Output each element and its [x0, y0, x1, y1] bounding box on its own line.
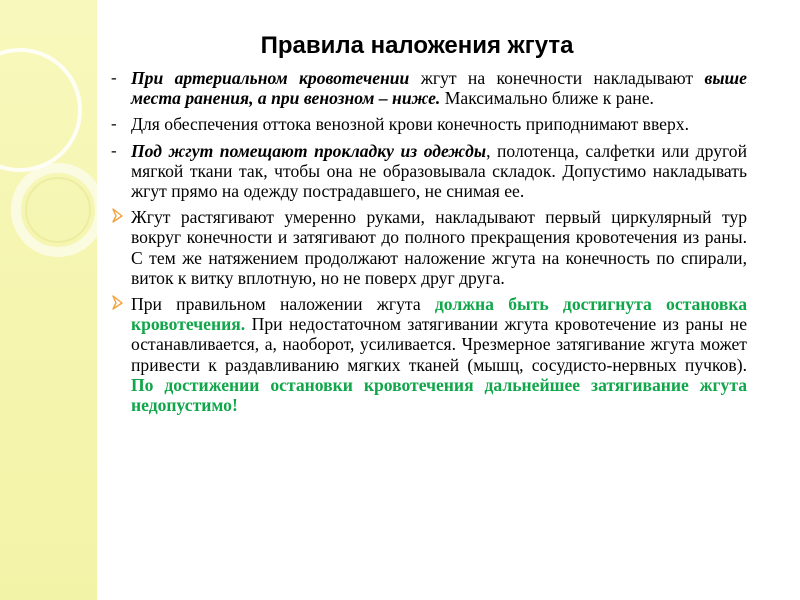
slide-body	[97, 0, 800, 600]
paragraph-1	[111, 68, 747, 108]
paragraph-3	[111, 141, 747, 202]
emphasis-segment: выше места ранения, а при венозном – ниже.	[131, 68, 747, 109]
text-segment: Жгут растягивают умеренно руками, накладывают первый циркулярный тур вокруг конечности и затягивают до полного прекращения кровотечения из раны. С тем же натяжением продолжают наложение жгута на конечность по спирали, виток к витку вплотную, но не поверх друг друга.	[131, 207, 747, 288]
decorative-circles	[0, 0, 97, 600]
paragraph-4	[111, 207, 747, 288]
text-segment: Максимально ближе к ране.	[440, 88, 654, 109]
emphasis-segment: Под жгут помещают прокладку из одежды	[131, 140, 487, 161]
dash-bullet: -	[111, 114, 117, 134]
paragraph-2	[111, 114, 747, 134]
text-segment: При недостаточном затягивании жгута кровотечение из раны не останавливается, а, наоборот, усиливается. Чрезмерное затягивание жгута может привести к раздавливанию мягких тканей (мышц, сосудисто-нервных пучков).	[131, 314, 747, 375]
slide-content	[111, 68, 747, 421]
decorative-sidebar	[0, 0, 97, 600]
text-segment: , полотенца, салфетки или другой мягкой ткани так, чтобы она не образовывала складок. Допустимо накладывать жгут прямо на одежду пострадавшего, не снимая ее.	[131, 140, 747, 202]
highlight-segment: должна быть достигнута остановка кровотечения.	[131, 294, 747, 335]
highlight-segment: По достижении остановки кровотечения дальнейшее затягивание жгута недопустимо!	[131, 374, 747, 416]
arrow-bullet-icon	[111, 208, 127, 229]
paragraph-5	[111, 294, 747, 415]
text-segment: жгут на конечности накладывают	[409, 68, 705, 88]
slide-title: Правила наложения жгута	[260, 32, 574, 59]
dash-bullet: -	[111, 140, 117, 160]
arrow-bullet-icon	[111, 295, 127, 316]
text-segment: При правильном наложении жгута	[131, 294, 435, 315]
text-segment: Для обеспечения оттока венозной крови конечность приподнимают вверх.	[131, 114, 689, 135]
dash-bullet: -	[111, 68, 117, 87]
emphasis-segment: При артериальном кровотечении	[131, 68, 410, 88]
